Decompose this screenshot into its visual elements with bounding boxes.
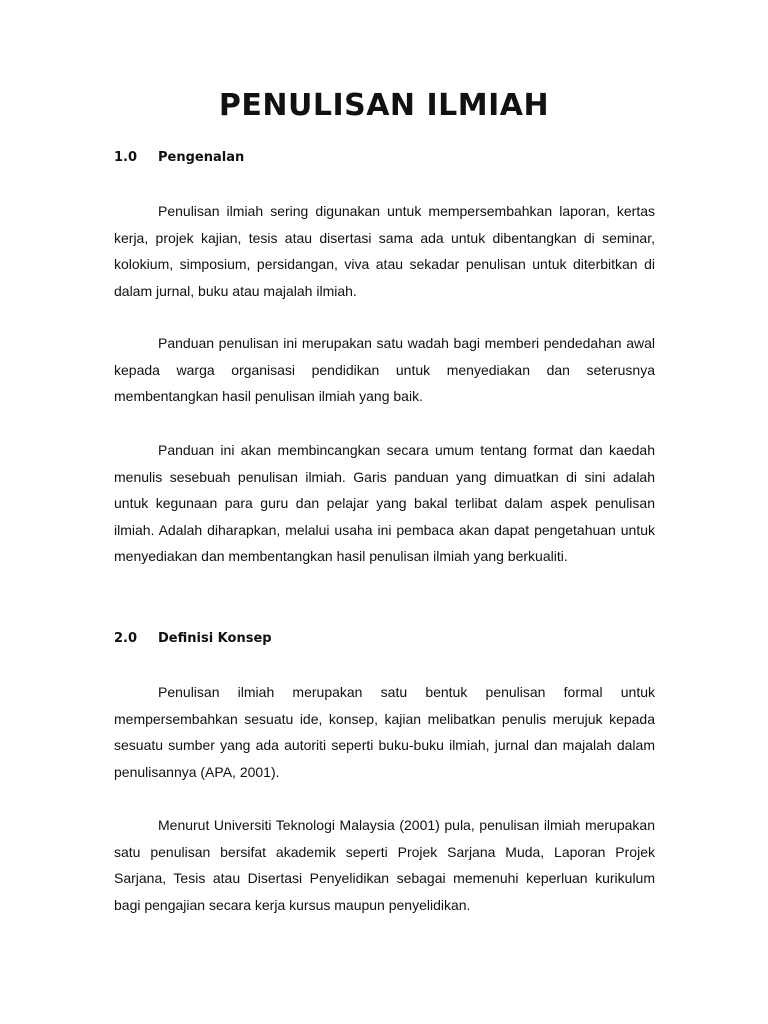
section-number: 2.0: [114, 631, 138, 646]
paragraph: Menurut Universiti Teknologi Malaysia (2001) pula, penulisan ilmiah merupakan satu penulisan bersifat akademik seperti Projek Sarjana Muda, Laporan Projek Sarjana, Tesis atau Disertasi Penyelidikan sebagai memenuhi keperluan kurikulum bagi pengajian secara kerja kursus maupun penyelidikan.: [114, 817, 655, 913]
section-title: Definisi Konsep: [158, 631, 272, 646]
section-heading-definisi-konsep: [114, 631, 272, 646]
paragraph: Penulisan ilmiah sering digunakan untuk mempersembahkan laporan, kertas kerja, projek kajian, tesis atau disertasi sama ada untuk dibentangkan di seminar, kolokium, simposium, persidangan, viva atau sekadar penulisan untuk diterbitkan di dalam jurnal, buku atau majalah ilmiah.: [114, 203, 655, 299]
document-title: PENULISAN ILMIAH: [218, 88, 550, 123]
paragraph: Penulisan ilmiah merupakan satu bentuk penulisan formal untuk mempersembahkan sesuatu ide, konsep, kajian melibatkan penulis merujuk kepada sesuatu sumber yang ada autoriti seperti buku-buku ilmiah, jurnal dan majalah dalam penulisannya (APA, 2001).: [114, 684, 655, 780]
section-title: Pengenalan: [158, 150, 245, 165]
section-number: 1.0: [114, 150, 138, 165]
section-heading-pengenalan: [114, 150, 244, 165]
paragraph: Panduan ini akan membincangkan secara umum tentang format dan kaedah menulis sesebuah penulisan ilmiah. Garis panduan yang dimuatkan di sini adalah untuk kegunaan para guru dan pelajar yang bakal terlibat dalam aspek penulisan ilmiah. Adalah diharapkan, melalui usaha ini pembaca akan dapat pengetahuan untuk menyediakan dan membentangkan hasil penulisan ilmiah yang berkualiti.: [114, 442, 655, 565]
paragraph: Panduan penulisan ini merupakan satu wadah bagi memberi pendedahan awal kepada warga organisasi pendidikan untuk menyediakan dan seterusnya membentangkan hasil penulisan ilmiah yang baik.: [114, 335, 655, 405]
